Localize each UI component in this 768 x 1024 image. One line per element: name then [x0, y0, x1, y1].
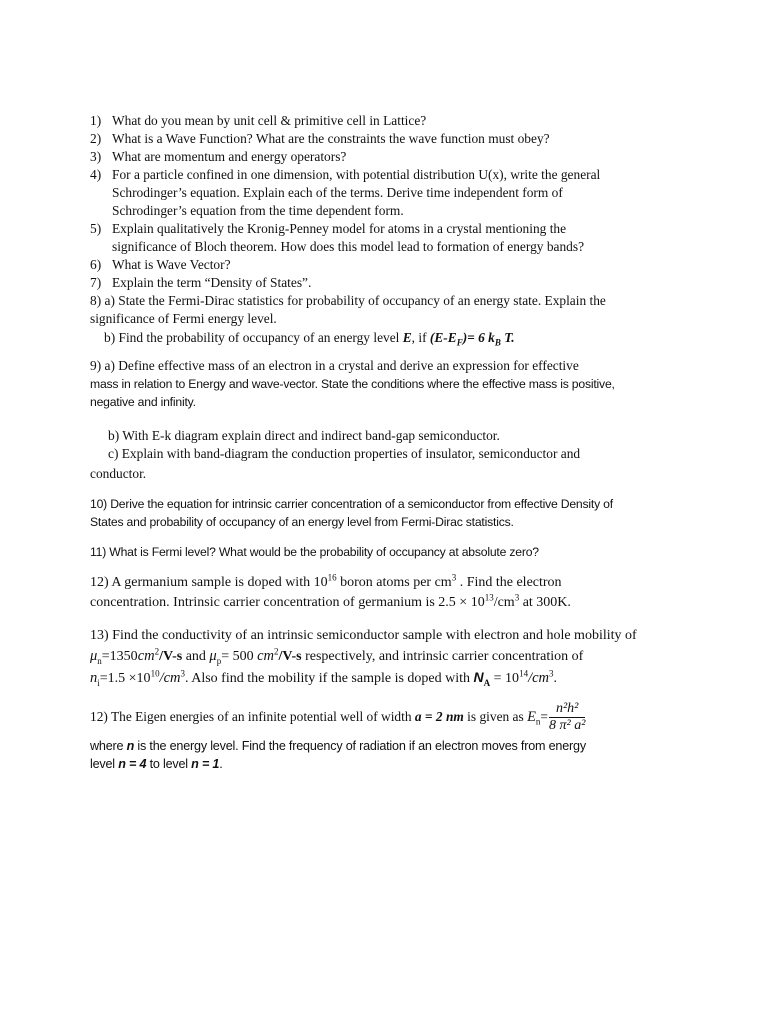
question-8 [90, 292, 690, 347]
question-number: 7) [90, 275, 102, 290]
question-8a-line: significance of Fermi energy level. [90, 311, 277, 326]
question-13 [90, 625, 690, 689]
text-span: is given as [463, 709, 528, 724]
text-span: at 300K. [519, 595, 571, 610]
width-value: a = 2 nm [414, 709, 464, 724]
question-12a-line [90, 593, 690, 613]
text-span: 12) The Eigen energies of an infinite potential well of width [90, 709, 415, 724]
question-5 [90, 220, 690, 256]
superscript: 3 [549, 668, 554, 679]
unit: /cm [528, 670, 549, 686]
question-number: 2) [90, 131, 102, 146]
text-span: b) Find the probability of occupancy of an energy level [104, 330, 403, 345]
question-9a-line: negative and infinity. [90, 395, 196, 409]
text-span: is the energy level. Find the frequency of radiation if an electron moves from energy [134, 739, 586, 753]
energy-fraction [549, 701, 585, 734]
question-4 [90, 166, 690, 220]
question-9a-line: mass in relation to Energy and wave-vector. State the conditions where the effective mass is positive, [90, 377, 615, 391]
fraction-denominator: 8 π² a² [548, 718, 586, 734]
subscript: n [97, 655, 102, 666]
unit: cm [257, 648, 275, 664]
subscript: n [535, 716, 541, 727]
question-8a-line: 8) a) State the Fermi-Dirac statistics for probability of occupancy of an energy state. Explain the [90, 293, 606, 308]
subscript: p [216, 655, 222, 666]
text-span: /cm [493, 595, 515, 610]
superscript: 3 [180, 668, 185, 679]
question-text: Explain the term “Density of States”. [112, 275, 312, 290]
text-span: where [90, 739, 127, 753]
text-line: significance of Bloch theorem. How does this model lead to formation of energy bands? [112, 239, 585, 254]
subscript: i [97, 677, 100, 688]
text-line: Schrodinger’s equation from the time dependent form. [112, 203, 404, 218]
text-span: , if [411, 330, 430, 345]
question-13-line [90, 667, 690, 689]
fraction-numerator: n²h² [549, 701, 585, 718]
text-span: . [219, 757, 223, 771]
question-text [112, 220, 690, 256]
text-span: concentration. Intrinsic carrier concentration of germanium is 2.5 × 10 [90, 595, 485, 610]
text-span: T. [500, 330, 515, 345]
question-12b-line [90, 699, 690, 735]
subscript: B [494, 337, 501, 348]
question-9 [90, 357, 690, 483]
text-span: . [553, 671, 557, 686]
energy-expression [429, 330, 515, 348]
question-9c-line: conductor. [90, 466, 147, 481]
text-span: to level [146, 757, 192, 771]
question-number: 3) [90, 149, 102, 164]
text-line: Explain qualitatively the Kronig-Penney model for atoms in a crystal mentioning the [112, 221, 567, 236]
energy-symbol: E [402, 330, 412, 345]
text-line: For a particle confined in one dimension, with potential distribution U(x), write the general [112, 167, 601, 182]
level-symbol: n [126, 739, 135, 753]
concentration-symbol: n [90, 670, 98, 686]
question-10-line: States and probability of occupancy of an energy level from Fermi-Dirac statistics. [90, 515, 514, 529]
mobility-symbol: μ [209, 648, 217, 664]
question-12a-line [90, 573, 690, 593]
question-9b: b) With E-k diagram explain direct and indirect band-gap semiconductor. [108, 428, 500, 443]
text-span: boron atoms per cm [336, 575, 452, 590]
superscript: 10 [150, 668, 160, 679]
text-span: respectively, and intrinsic carrier concentration of [301, 649, 584, 664]
question-list [90, 112, 690, 773]
question-13-line [90, 646, 690, 667]
superscript: 16 [327, 572, 337, 583]
superscript: 2 [154, 646, 160, 657]
question-11: 11) What is Fermi level? What would be the probability of occupancy at absolute zero? [90, 545, 539, 559]
question-9c-line: c) Explain with band-diagram the conduction properties of insulator, semiconductor and [108, 446, 581, 461]
question-10 [90, 495, 690, 531]
question-text: What do you mean by unit cell & primitive cell in Lattice? [112, 113, 427, 128]
question-text: What are momentum and energy operators? [112, 149, 347, 164]
question-8b [90, 329, 690, 347]
question-12a [90, 573, 690, 613]
superscript: 2 [274, 646, 279, 657]
question-12b-line [90, 737, 690, 755]
question-3 [90, 148, 690, 166]
superscript: 13 [484, 592, 494, 603]
question-7 [90, 274, 690, 292]
text-span: and [182, 649, 210, 664]
question-9a-line: 9) a) Define effective mass of an electron in a crystal and derive an expression for effective [90, 358, 579, 373]
question-text: What is a Wave Function? What are the constraints the wave function must obey? [112, 131, 550, 146]
level-value: n = 4 [118, 757, 147, 771]
text-span: . Also find the mobility if the sample is doped with [185, 671, 474, 686]
question-10-line: 10) Derive the equation for intrinsic carrier concentration of a semiconductor from effective Density of [90, 497, 613, 511]
text-span: 12) A germanium sample is doped with 10 [90, 575, 328, 590]
doping-symbol: N [473, 669, 484, 685]
question-number: 1) [90, 113, 102, 128]
unit: /cm [159, 670, 181, 686]
question-text: What is Wave Vector? [112, 257, 231, 272]
level-value: n = 1 [191, 757, 220, 771]
question-number: 6) [90, 257, 102, 272]
text-line: Schrodinger’s equation. Explain each of the terms. Derive time independent form of [112, 185, 563, 200]
subscript: F [456, 337, 463, 348]
text-span: = 10 [490, 671, 520, 686]
text-span: )= 6 k [462, 330, 495, 345]
superscript: 3 [514, 592, 520, 603]
question-number: 5) [90, 221, 102, 236]
question-2 [90, 130, 690, 148]
superscript: 3 [451, 572, 457, 583]
energy-symbol: E [527, 709, 536, 725]
question-12b [90, 699, 690, 773]
question-number: 4) [90, 167, 102, 182]
question-text [112, 166, 690, 220]
text-span: . Find the electron [456, 575, 562, 590]
superscript: 14 [519, 668, 529, 679]
unit: /V-s [159, 649, 183, 664]
subscript: A [483, 677, 491, 688]
unit: /V-s [278, 649, 302, 664]
mobility-symbol: μ [90, 648, 98, 664]
text-span: =1.5 ×10 [99, 671, 151, 686]
text-span: =1350 [101, 649, 138, 664]
text-span: (E-E [429, 330, 457, 345]
text-span: level [90, 757, 119, 771]
text-span: = 500 [221, 649, 254, 664]
unit: cm [137, 648, 155, 664]
text-span: = [540, 709, 548, 724]
question-6 [90, 256, 690, 274]
question-13-line: 13) Find the conductivity of an intrinsic semiconductor sample with electron and hole mobility of [90, 628, 637, 643]
question-1 [90, 112, 690, 130]
question-12b-line [90, 755, 690, 773]
